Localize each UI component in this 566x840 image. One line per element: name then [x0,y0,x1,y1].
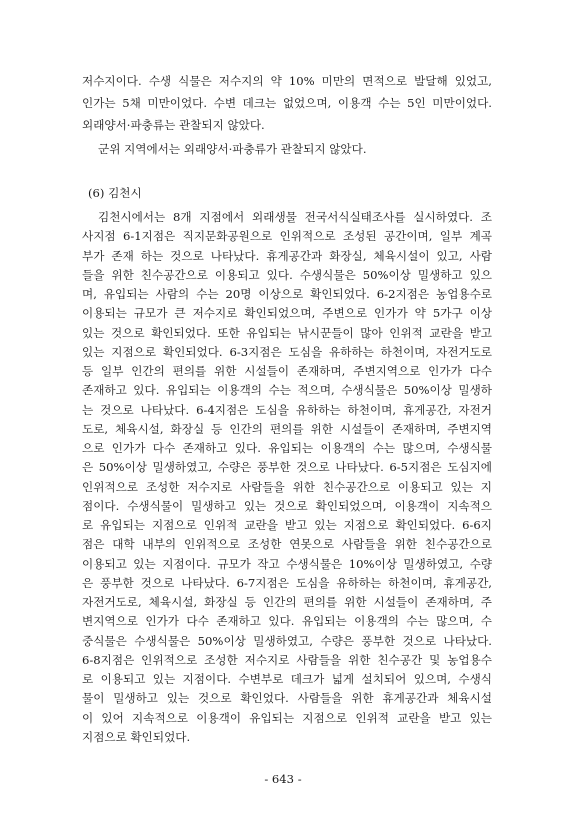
body-line: 6-8지점은 인위적으로 조성한 저수지로 사람들을 위한 친수공간 및 농업용수 [82,653,492,667]
page-number: - 643 - [264,772,302,786]
body-line: 이용되고 있는 지점이다. 규모가 작고 수생식물은 10%이상 밀생하였고, 수량 [82,557,492,571]
body-line: 지점으로 확인되었다. [82,730,191,744]
body-line: 은 풍부한 것으로 나타났다. 6-7지점은 도심을 유하하는 하천이며, 휴게공간, [82,576,492,590]
body-line: 중식물은 수생식물은 50%이상 밀생하였고, 수량은 풍부한 것으로 나타났다. [82,634,492,648]
body-line: 점이다. 수생식물이 밀생하고 있는 것으로 확인되었으며, 이용객이 지속적으 [82,499,492,513]
intro-line-1: 저수지이다. 수생 식물은 저수지의 약 10% 미만의 면적으로 발달해 있었고, [82,74,492,88]
body-line: 사지점 6-1지점은 직지문화공원으로 인위적으로 조성된 공간이며, 일부 계곡 [82,229,492,243]
body-line: 로 유입되는 지점으로 인위적 교란을 받고 있는 지점으로 확인되었다. 6-6지 [82,518,492,532]
body-line: 있는 것으로 확인되었다. 또한 유입되는 낚시꾼들이 많아 인위적 교란을 받고 [82,326,492,340]
body-line: 는 것으로 나타났다. 6-4지점은 도심을 유하하는 하천이며, 휴게공간, 자전거 [82,403,492,417]
body-line: 존재하고 있다. 유입되는 이용객의 수는 적으며, 수생식물은 50%이상 밀생하 [82,383,492,397]
body-line: 변지역으로 인가가 다수 존재하고 있다. 유입되는 이용객의 수는 많으며, 수 [82,614,492,628]
body-line: 로 이용되고 있는 지점이다. 수변부로 데크가 넓게 설치되어 있으며, 수생식 [82,672,492,686]
body-line: 점은 대학 내부의 인위적으로 조성한 연못으로 사람들을 위한 친수공간으로 [82,537,492,551]
body-line: 은 50%이상 밀생하였고, 수량은 풍부한 것으로 나타났다. 6-5지점은 도심지에 [82,460,492,474]
gunwi-paragraph: 군위 지역에서는 외래양서·파충류가 관찰되지 않았다. [98,142,367,156]
body-line: 자전거도로, 체육시설, 화장실 등 인간의 편의를 위한 시설들이 존재하며, 주 [82,595,492,609]
body-line: 김천시에서는 8개 지점에서 외래생물 전국서식실태조사를 실시하였다. 조 [98,210,492,224]
body-line: 이 있어 지속적으로 이용객이 유입되는 지점으로 인위적 교란을 받고 있는 [82,711,492,725]
body-line: 등 일부 인간의 편의를 위한 시설들이 존재하며, 주변지역으로 인가가 다수 [82,364,492,378]
body-line: 으로 인가가 다수 존재하고 있다. 유입되는 이용객의 수는 많으며, 수생식물 [82,441,492,455]
body-line: 며, 유입되는 사람의 수는 20명 이상으로 확인되었다. 6-2지점은 농업용수로 [82,287,492,301]
body-line: 부가 존재 하는 것으로 나타났다. 휴게공간과 화장실, 체육시설이 있고, 사람 [82,249,492,263]
body-line: 도로, 체육시설, 화장실 등 인간의 편의를 위한 시설들이 존재하며, 주변지역 [82,422,492,436]
body-line: 들을 위한 친수공간으로 이용되고 있다. 수생식물은 50%이상 밀생하고 있으 [82,268,492,282]
intro-line-3: 외래양서·파충류는 관찰되지 않았다. [82,118,265,132]
body-line: 이용되는 규모가 큰 저수지로 확인되었으며, 주변으로 인가가 약 5가구 이상 [82,306,492,320]
body-line: 물이 밀생하고 있는 것으로 확인었다. 사람들을 위한 휴게공간과 체육시설 [82,691,492,705]
section-heading: (6) 김천시 [88,186,142,200]
body-line: 있는 지점으로 확인되었다. 6-3지점은 도심을 유하하는 하천이며, 자전거도로 [82,345,492,359]
intro-line-2: 인가는 5채 미만이었다. 수변 데크는 없었으며, 이용객 수는 5인 미만이었다. [82,96,492,110]
body-line: 인위적으로 조성한 저수지로 사람들을 위한 친수공간으로 이용되고 있는 지 [82,480,492,494]
